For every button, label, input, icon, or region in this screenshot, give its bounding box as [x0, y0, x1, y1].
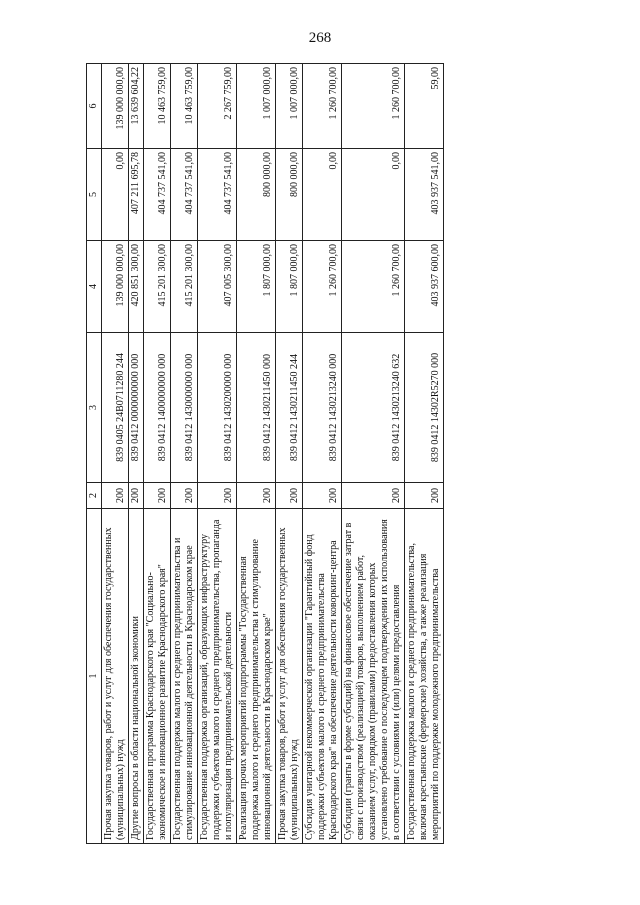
header-col-2: 2 — [87, 483, 102, 509]
row-value-4: 403 937 600,00 — [405, 241, 444, 333]
row-col-2: 200 — [129, 483, 144, 509]
row-name: Государственная поддержка малого и среднего предпринимательства, включая крестьянские (фермерские) хозяйства, а также реализация мероприятий по поддержке молодежного предпринимательства — [405, 509, 444, 844]
row-name: Прочая закупка товаров, работ и услуг для обеспечения государственных (муниципальных) нужд — [102, 509, 129, 844]
row-name: Реализация прочих мероприятий подпрограммы "Государственная поддержка малого и среднего предпринимательства и стимулирование инновационной деятельности в Краснодарском крае" — [237, 509, 276, 844]
table-row — [342, 64, 405, 844]
row-col-2: 200 — [342, 483, 405, 509]
row-classification-code: 839 0412 0000000000 000 — [129, 333, 144, 483]
row-value-5: 404 737 541,00 — [144, 149, 171, 241]
row-value-6: 1 007 000,00 — [237, 64, 276, 149]
page-number: 268 — [308, 30, 332, 46]
row-col-2: 200 — [276, 483, 303, 509]
row-classification-code: 839 0412 1400000000 000 — [144, 333, 171, 483]
table-row — [102, 64, 129, 844]
rotated-table-layer — [86, 64, 556, 844]
row-classification-code: 839 0412 14302R5270 000 — [405, 333, 444, 483]
table-row — [198, 64, 237, 844]
row-value-5: 403 937 541,00 — [405, 149, 444, 241]
row-value-4: 420 851 300,00 — [129, 241, 144, 333]
table-row — [237, 64, 276, 844]
table-row — [276, 64, 303, 844]
row-name: Субсидии (гранты в форме субсидий) на финансовое обеспечение затрат в связи с производством (реализацией) товаров, выполнением работ, оказанием услуг, порядком (правилами) предоставления которых установлено требование о последующем подтверждении их использования в соответствии с условиями и (или) целями предоставления — [342, 509, 405, 844]
row-col-2: 200 — [198, 483, 237, 509]
row-value-5: 404 737 541,00 — [171, 149, 198, 241]
row-value-6: 2 267 759,00 — [198, 64, 237, 149]
table-header-row — [87, 64, 102, 844]
row-value-5: 0,00 — [102, 149, 129, 241]
row-col-2: 200 — [144, 483, 171, 509]
row-name: Государственная программа Краснодарского края "Социально-экономическое и инновационное развитие Краснодарского края" — [144, 509, 171, 844]
row-value-5: 800 000,00 — [276, 149, 303, 241]
table-row — [171, 64, 198, 844]
row-classification-code: 839 0412 1430213240 632 — [342, 333, 405, 483]
row-value-6: 1 007 000,00 — [276, 64, 303, 149]
row-value-5: 0,00 — [342, 149, 405, 241]
row-value-4: 1 260 700,00 — [303, 241, 342, 333]
row-col-2: 200 — [102, 483, 129, 509]
row-classification-code: 839 0405 24В0711280 244 — [102, 333, 129, 483]
row-name: Другие вопросы в области национальной экономики — [129, 509, 144, 844]
row-col-2: 200 — [171, 483, 198, 509]
row-value-4: 415 201 300,00 — [171, 241, 198, 333]
row-name: Прочая закупка товаров, работ и услуг для обеспечения государственных (муниципальных) нужд — [276, 509, 303, 844]
row-col-2: 200 — [237, 483, 276, 509]
table-row — [405, 64, 444, 844]
row-classification-code: 839 0412 1430213240 000 — [303, 333, 342, 483]
table-row — [129, 64, 144, 844]
row-name: Субсидия унитарной некоммерческой организации "Гарантийный фонд поддержки субъектов малого и среднего предпринимательства Краснодарского края" на обеспечение деятельности коворкинг-центра — [303, 509, 342, 844]
row-classification-code: 839 0412 1430200000 000 — [198, 333, 237, 483]
row-classification-code: 839 0412 1430211450 000 — [237, 333, 276, 483]
row-value-5: 800 000,00 — [237, 149, 276, 241]
budget-table — [86, 63, 444, 844]
row-value-4: 407 005 300,00 — [198, 241, 237, 333]
row-value-6: 10 463 759,00 — [171, 64, 198, 149]
row-name: Государственная поддержка организаций, образующих инфраструктуру поддержки субъектов малого и среднего предпринимательства, пропаганда и популяризация предпринимательской деятельности — [198, 509, 237, 844]
row-col-2: 200 — [405, 483, 444, 509]
row-value-6: 10 463 759,00 — [144, 64, 171, 149]
row-value-4: 1 807 000,00 — [237, 241, 276, 333]
header-col-4: 4 — [87, 241, 102, 333]
table-row — [144, 64, 171, 844]
row-col-2: 200 — [303, 483, 342, 509]
row-value-4: 1 807 000,00 — [276, 241, 303, 333]
table-row — [303, 64, 342, 844]
row-classification-code: 839 0412 1430211450 244 — [276, 333, 303, 483]
row-value-4: 415 201 300,00 — [144, 241, 171, 333]
row-value-4: 1 260 700,00 — [342, 241, 405, 333]
row-value-5: 407 211 695,78 — [129, 149, 144, 241]
header-col-6: 6 — [87, 64, 102, 149]
header-col-5: 5 — [87, 149, 102, 241]
header-col-1: 1 — [87, 509, 102, 844]
row-value-6: 59,00 — [405, 64, 444, 149]
row-value-5: 404 737 541,00 — [198, 149, 237, 241]
row-value-6: 1 260 700,00 — [303, 64, 342, 149]
row-value-5: 0,00 — [303, 149, 342, 241]
row-name: Государственная поддержка малого и среднего предпринимательства и стимулирование инновационной деятельности в Краснодарском крае — [171, 509, 198, 844]
table-container — [86, 64, 556, 844]
header-col-3: 3 — [87, 333, 102, 483]
row-classification-code: 839 0412 1430000000 000 — [171, 333, 198, 483]
row-value-6: 13 639 604,22 — [129, 64, 144, 149]
row-value-4: 139 000 000,00 — [102, 241, 129, 333]
row-value-6: 139 000 000,00 — [102, 64, 129, 149]
row-value-6: 1 260 700,00 — [342, 64, 405, 149]
